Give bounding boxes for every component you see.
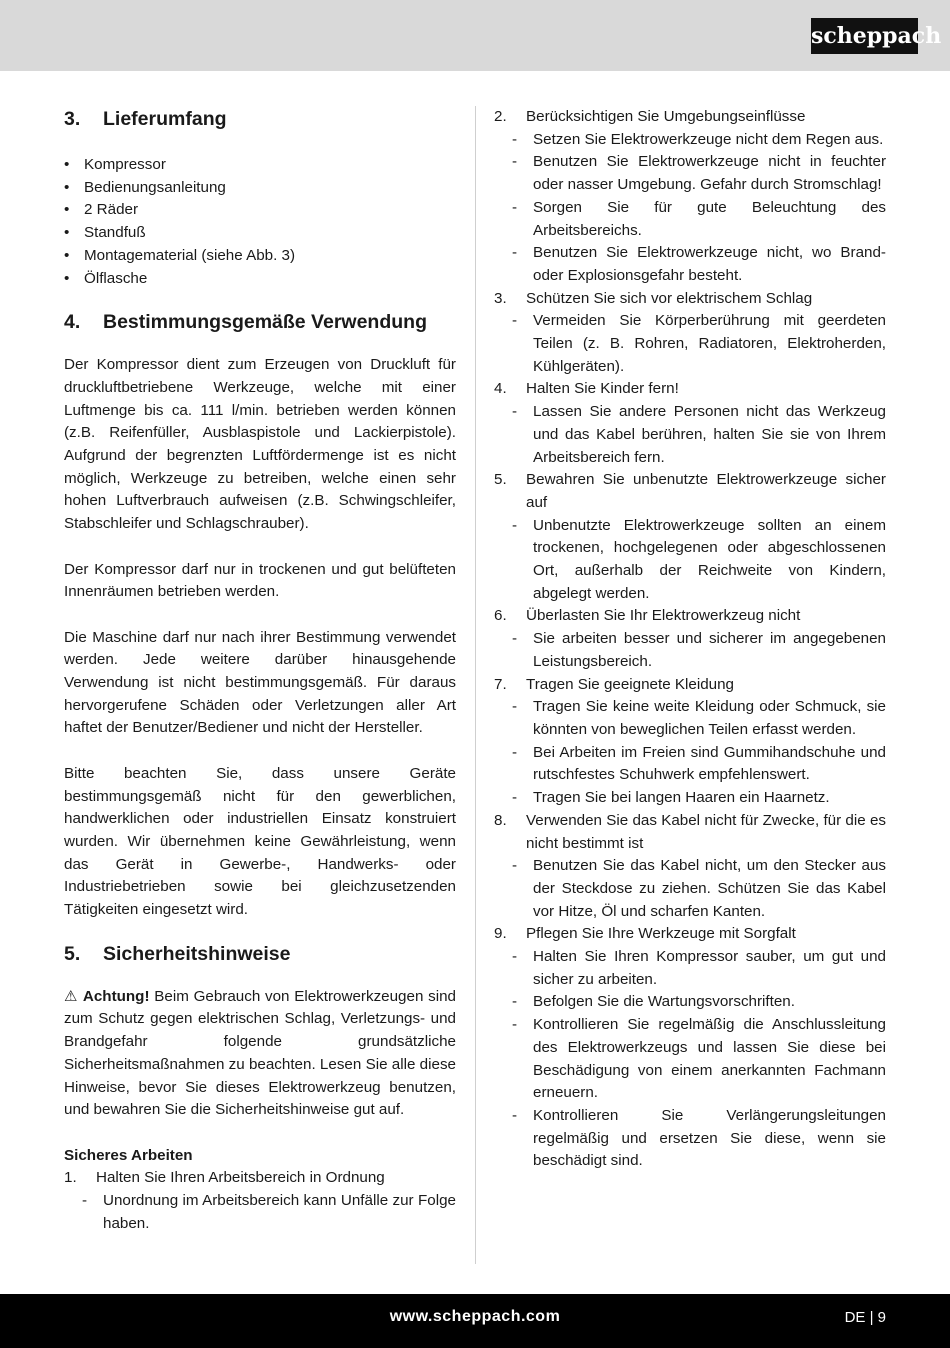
item-text: Bewahren Sie unbenutzte Elektrowerkzeuge sicher auf <box>526 471 886 511</box>
dash-icon: - <box>512 153 518 171</box>
dash-icon: - <box>512 244 518 262</box>
item-number: 9. <box>494 925 507 943</box>
dash-icon: - <box>512 130 518 148</box>
item-text: Berücksichtigen Sie Umgebungseinflüsse <box>526 108 806 125</box>
section-4-heading <box>64 309 456 335</box>
section-3-heading <box>64 106 456 132</box>
item-number: 2. <box>494 108 507 125</box>
dash-text: Kontrollieren Sie regelmäßig die Anschlussleitung des Elektrowerkzeugs und lassen Sie diese bei Beschädigung von einem anerkannten Fachmann erneuern. <box>533 1016 886 1102</box>
section-5-title: Sicherheitshinweise <box>103 942 291 965</box>
item-number: 6. <box>494 607 507 625</box>
section-5-heading <box>64 941 456 967</box>
dash-text: Vermeiden Sie Körperberührung mit geerdeten Teilen (z. B. Rohren, Radiatoren, Elektroherden, Kühlgeräten). <box>533 312 886 375</box>
dash-icon: - <box>512 312 518 330</box>
dash-item <box>494 855 886 923</box>
list-item-text: Ölflasche <box>84 269 148 287</box>
list-item <box>494 106 886 129</box>
dash-item <box>494 242 886 287</box>
dash-icon: - <box>512 743 518 761</box>
list-item <box>64 222 456 245</box>
dash-item <box>494 515 886 606</box>
dash-item <box>494 1014 886 1105</box>
delivery-list <box>64 154 456 290</box>
section-5-number: 5. <box>64 942 81 965</box>
item-number: 8. <box>494 811 507 829</box>
item-text: Halten Sie Kinder fern! <box>526 380 679 398</box>
list-item <box>64 199 456 222</box>
list-item-text: 2 Räder <box>84 201 139 219</box>
dash-text: Halten Sie Ihren Kompressor sauber, um gut und sicher zu arbeiten. <box>533 948 886 988</box>
paragraph: Der Kompressor dient zum Erzeugen von Druckluft für druckluftbetriebene Werkzeuge, welche mit einer Luftmenge bis ca. 111 l/min. betrieben werden können (z.B. Reifenfüller, Ausblaspistole und Lackierpistole). Aufgrund der begrenzten Luftfördermenge ist es nicht möglich, Werkzeuge zu betreiben, welche einen sehr hohen Luftverbrauch aufweisen (z.B. Schwingschleifer, Stabschleifer und Schlagschrauber). <box>64 356 456 533</box>
paragraph: Die Maschine darf nur nach ihrer Bestimmung verwendet werden. Jede weitere darüber hinausgehende Verwendung ist nicht bestimmungsgemäß. Für daraus hervorgerufene Schäden oder Verletzungen aller Art haftet der Benutzer/Bediener und nicht der Hersteller. <box>64 628 456 737</box>
list-item <box>494 378 886 401</box>
warning-text: Beim Gebrauch von Elektrowerkzeugen sind zum Schutz gegen elektrischen Schlag, Verletzungs- und Brandgefahr folgende grundsätzliche Sicherheitsmaßnahmen zu beachten. Lesen Sie alle diese Hinweise, bevor Sie dieses Elektrowerkzeug benutzen, und bewahren Sie die Sicherheitshinweise gut auf. <box>64 987 456 1119</box>
dash-item <box>494 991 886 1014</box>
section-4-title: Bestimmungsgemäße Verwendung <box>103 311 427 334</box>
dash-item <box>64 1190 456 1235</box>
list-item <box>64 154 456 177</box>
brand-logo: scheppach <box>811 18 918 54</box>
bullet-icon: • <box>64 178 70 196</box>
list-item-text: Standfuß <box>84 224 146 242</box>
warning-label: Achtung! <box>82 987 150 1005</box>
dash-text: Tragen Sie bei langen Haaren ein Haarnetz. <box>533 789 830 807</box>
list-item-text: Kompressor <box>84 156 166 173</box>
list-item <box>494 674 886 697</box>
dash-icon: - <box>512 198 518 216</box>
dash-item <box>494 1105 886 1173</box>
bullet-icon: • <box>64 156 70 173</box>
dash-icon: - <box>512 789 518 807</box>
header-band <box>0 0 950 71</box>
item-number: 5. <box>494 471 507 489</box>
page-number: DE | 9 <box>844 1309 886 1326</box>
dash-item <box>494 310 886 378</box>
subheading: Sicheres Arbeiten <box>64 1146 193 1164</box>
list-item-text: Montagematerial (siehe Abb. 3) <box>84 246 296 264</box>
warning-icon: ⚠ <box>64 987 79 1005</box>
list-item <box>64 177 456 200</box>
dash-item <box>494 742 886 787</box>
list-item <box>494 923 886 946</box>
left-column <box>64 106 456 1235</box>
column-divider <box>475 106 476 1264</box>
dash-text: Benutzen Sie Elektrowerkzeuge nicht in feuchter oder nasser Umgebung. Gefahr durch Stromschlag! <box>533 153 886 194</box>
paragraph: Der Kompressor darf nur in trockenen und gut belüfteten Innenräumen betrieben werden. <box>64 560 456 601</box>
dash-item <box>494 696 886 741</box>
section-3-title: Lieferumfang <box>103 108 227 130</box>
list-item <box>64 1167 456 1190</box>
list-item <box>64 268 456 291</box>
paragraph: Bitte beachten Sie, dass unsere Geräte bestimmungsgemäß nicht für den gewerblichen, handwerklichen oder industriellen Einsatz konstruiert wurden. Wir übernehmen keine Gewährleistung, wenn das Gerät in Gewerbe-, Handwerks- oder Industriebetrieben sowie bei gleichzusetzenden Tätigkeiten eingesetzt wird. <box>64 764 456 919</box>
dash-text: Sie arbeiten besser und sicherer im angegebenen Leistungsbereich. <box>533 630 886 670</box>
item-number: 4. <box>494 380 507 398</box>
item-text: Überlasten Sie Ihr Elektrowerkzeug nicht <box>526 607 801 625</box>
item-text: Schützen Sie sich vor elektrischem Schlag <box>526 289 813 307</box>
dash-icon: - <box>512 403 518 421</box>
bullet-icon: • <box>64 224 70 242</box>
item-number: 3. <box>494 289 507 307</box>
dash-icon: - <box>512 630 518 648</box>
dash-item <box>494 787 886 810</box>
item-text: Verwenden Sie das Kabel nicht für Zwecke, für die es nicht bestimmt ist <box>526 811 886 852</box>
section-3-number: 3. <box>64 108 81 130</box>
dash-icon: - <box>512 698 518 716</box>
item-text: Pflegen Sie Ihre Werkzeuge mit Sorgfalt <box>526 925 796 943</box>
dash-item <box>494 628 886 673</box>
website-url[interactable]: www.scheppach.com <box>389 1308 561 1325</box>
dash-text: Sorgen Sie für gute Beleuchtung des Arbeitsbereichs. <box>533 198 886 239</box>
dash-text: Tragen Sie keine weite Kleidung oder Schmuck, sie könnten von beweglichen Teilen erfasst werden. <box>533 698 886 738</box>
dash-text: Bei Arbeiten im Freien sind Gummihandschuhe und rutschfestes Schuhwerk empfehlenswert. <box>533 743 886 784</box>
dash-text: Lassen Sie andere Personen nicht das Werkzeug und das Kabel berühren, halten Sie sie von Ihrem Arbeitsbereich fern. <box>533 403 886 466</box>
item-text: Tragen Sie geeignete Kleidung <box>526 675 734 693</box>
dash-text: Benutzen Sie das Kabel nicht, um den Stecker aus der Steckdose zu ziehen. Schützen Sie das Kabel vor Hitze, Öl und scharfen Kanten. <box>533 857 886 920</box>
dash-icon: - <box>512 516 518 534</box>
dash-item <box>494 129 886 152</box>
dash-item <box>494 151 886 196</box>
list-item <box>494 605 886 628</box>
dash-icon: - <box>512 1016 518 1034</box>
dash-icon: - <box>512 1106 518 1124</box>
dash-text: Unbenutzte Elektrowerkzeuge sollten an einem trockenen, hochgelegenen oder abgeschlossenen Ort, außerhalb der Reichweite von Kindern, abgelegt werden. <box>533 516 886 602</box>
right-column <box>494 106 886 1173</box>
dash-icon: - <box>512 857 518 875</box>
dash-item <box>494 946 886 991</box>
item-text: Halten Sie Ihren Arbeitsbereich in Ordnung <box>96 1169 385 1187</box>
item-number: 7. <box>494 675 507 693</box>
list-item <box>494 810 886 855</box>
dash-text: Befolgen Sie die Wartungsvorschriften. <box>533 993 795 1011</box>
list-item <box>64 245 456 268</box>
dash-item <box>494 401 886 469</box>
bullet-icon: • <box>64 269 70 287</box>
bullet-icon: • <box>64 201 70 219</box>
item-number: 1. <box>64 1169 77 1187</box>
dash-text: Kontrollieren Sie Verlängerungsleitungen regelmäßig und ersetzen Sie diese, wenn sie beschädigt sind. <box>533 1106 886 1170</box>
dash-icon: - <box>512 993 518 1011</box>
dash-icon: - <box>512 948 518 966</box>
dash-icon: - <box>82 1192 88 1210</box>
bullet-icon: • <box>64 246 70 264</box>
list-item <box>494 288 886 311</box>
warning-paragraph <box>64 986 456 1122</box>
dash-text: Setzen Sie Elektrowerkzeuge nicht dem Regen aus. <box>533 130 884 148</box>
dash-text: Unordnung im Arbeitsbereich kann Unfälle zur Folge haben. <box>103 1192 456 1232</box>
list-item-text: Bedienungsanleitung <box>84 178 226 196</box>
dash-text: Benutzen Sie Elektrowerkzeuge nicht, wo Brand- oder Explosionsgefahr besteht. <box>533 244 886 284</box>
section-4-number: 4. <box>64 311 81 334</box>
list-item <box>494 469 886 514</box>
dash-item <box>494 197 886 242</box>
